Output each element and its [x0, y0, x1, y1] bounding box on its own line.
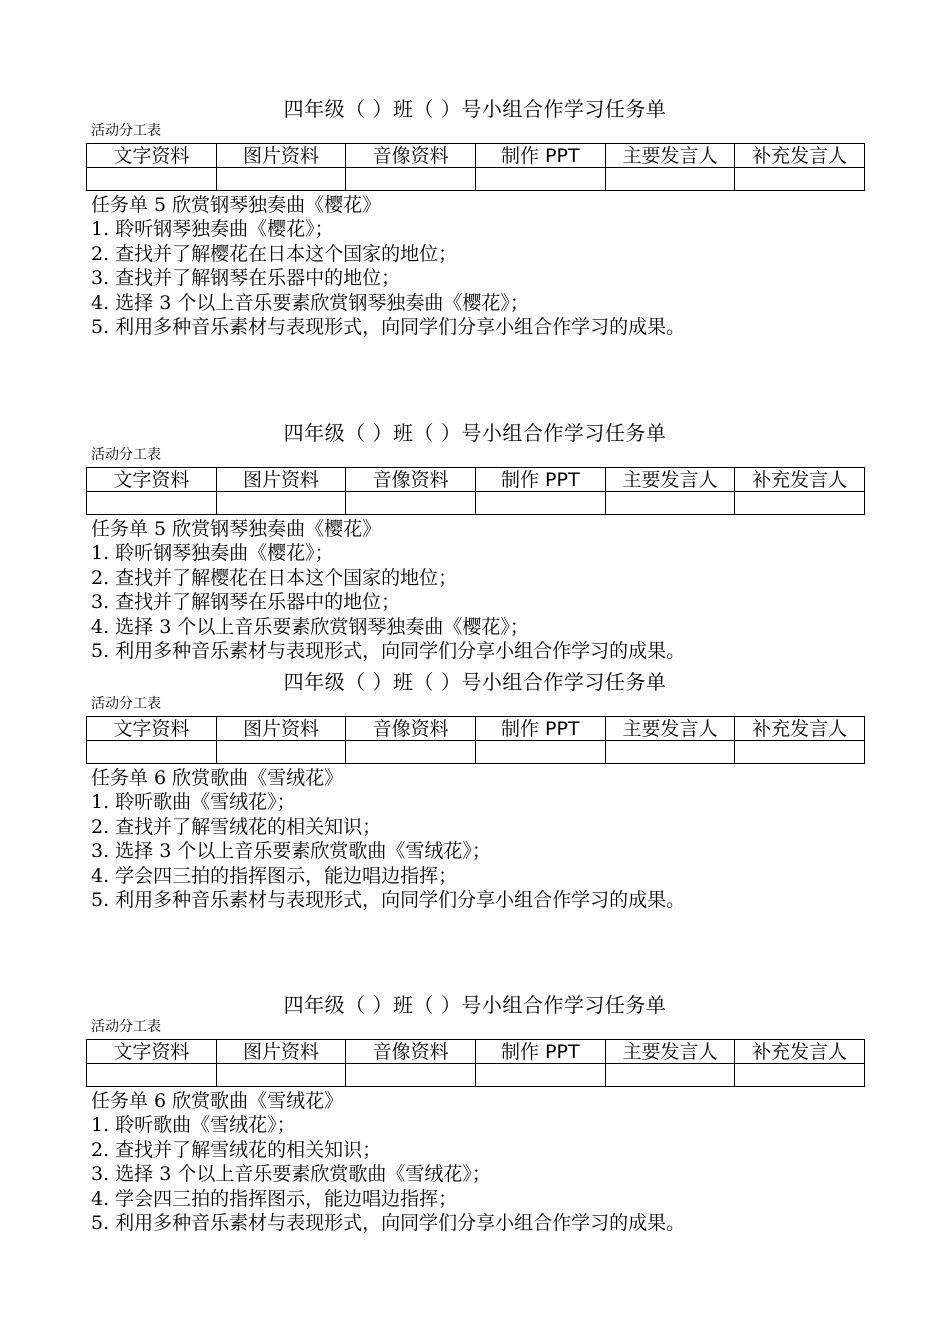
blank-cell: [346, 1064, 476, 1087]
column-header: 图片资料: [216, 468, 346, 492]
task-item: 2. 查找并了解雪绒花的相关知识；: [91, 815, 382, 838]
blank-cell: [216, 492, 346, 515]
sheet-title: 四年级（ ）班（ ）号小组合作学习任务单: [283, 97, 667, 121]
task-list: [91, 517, 931, 663]
column-header: 制作 PPT: [475, 468, 605, 492]
role-assignment-table: [86, 143, 865, 191]
column-header: 文字资料: [87, 468, 217, 492]
task-item: 2. 查找并了解樱花在日本这个国家的地位；: [91, 566, 458, 589]
blank-cell: [735, 1064, 865, 1087]
blank-cell: [87, 1064, 217, 1087]
column-header: 文字资料: [87, 1040, 217, 1064]
blank-cell: [735, 168, 865, 191]
table-caption: 活动分工表: [91, 447, 161, 463]
column-header: 补充发言人: [735, 717, 865, 741]
task-item: 5. 利用多种音乐素材与表现形式，向同学们分享小组合作学习的成果。: [91, 640, 686, 663]
task-title: 任务单 6 欣赏歌曲《雪绒花》: [91, 767, 344, 789]
blank-cell: [475, 741, 605, 764]
column-header: 图片资料: [216, 717, 346, 741]
blank-cell: [605, 1064, 735, 1087]
blank-cell: [87, 741, 217, 764]
task-item: 1. 聆听歌曲《雪绒花》；: [91, 1114, 296, 1137]
role-assignment-table: [86, 467, 865, 515]
task-item: 3. 选择 3 个以上音乐要素欣赏歌曲《雪绒花》；: [91, 840, 491, 863]
blank-cell: [605, 492, 735, 515]
blank-cell: [87, 492, 217, 515]
blank-cell: [475, 168, 605, 191]
column-header: 补充发言人: [735, 1040, 865, 1064]
task-item: 3. 选择 3 个以上音乐要素欣赏歌曲《雪绒花》；: [91, 1163, 491, 1186]
task-item: 1. 聆听钢琴独奏曲《樱花》；: [91, 542, 334, 565]
blank-cell: [735, 492, 865, 515]
task-item: 4. 学会四三拍的指挥图示，能边唱边指挥；: [91, 1187, 458, 1210]
blank-cell: [346, 492, 476, 515]
column-header: 主要发言人: [605, 1040, 735, 1064]
column-header: 文字资料: [87, 144, 217, 168]
task-list: [91, 1089, 931, 1235]
column-header: 主要发言人: [605, 144, 735, 168]
blank-cell: [605, 168, 735, 191]
sheet-title: 四年级（ ）班（ ）号小组合作学习任务单: [283, 421, 667, 445]
task-item: 3. 查找并了解钢琴在乐器中的地位；: [91, 591, 401, 614]
task-item: 4. 学会四三拍的指挥图示，能边唱边指挥；: [91, 864, 458, 887]
table-caption: 活动分工表: [91, 1019, 161, 1035]
column-header: 音像资料: [346, 144, 476, 168]
task-item: 4. 选择 3 个以上音乐要素欣赏钢琴独奏曲《樱花》；: [91, 615, 529, 638]
task-item: 2. 查找并了解雪绒花的相关知识；: [91, 1138, 382, 1161]
column-header: 制作 PPT: [475, 144, 605, 168]
column-header: 制作 PPT: [475, 1040, 605, 1064]
task-item: 1. 聆听歌曲《雪绒花》；: [91, 791, 296, 814]
blank-cell: [475, 492, 605, 515]
blank-cell: [346, 741, 476, 764]
sheet-title: 四年级（ ）班（ ）号小组合作学习任务单: [283, 670, 667, 694]
blank-cell: [216, 168, 346, 191]
blank-cell: [87, 168, 217, 191]
task-item: 5. 利用多种音乐素材与表现形式，向同学们分享小组合作学习的成果。: [91, 316, 686, 339]
sheet-title: 四年级（ ）班（ ）号小组合作学习任务单: [283, 993, 667, 1017]
blank-cell: [346, 168, 476, 191]
column-header: 制作 PPT: [475, 717, 605, 741]
column-header: 音像资料: [346, 717, 476, 741]
role-assignment-table: [86, 716, 865, 764]
task-item: 4. 选择 3 个以上音乐要素欣赏钢琴独奏曲《樱花》；: [91, 291, 529, 314]
table-caption: 活动分工表: [91, 123, 161, 139]
table-caption: 活动分工表: [91, 696, 161, 712]
task-list: [91, 193, 931, 339]
blank-cell: [605, 741, 735, 764]
blank-cell: [216, 1064, 346, 1087]
column-header: 主要发言人: [605, 468, 735, 492]
task-title: 任务单 5 欣赏钢琴独奏曲《樱花》: [91, 194, 382, 216]
task-item: 1. 聆听钢琴独奏曲《樱花》；: [91, 218, 334, 241]
column-header: 音像资料: [346, 468, 476, 492]
role-assignment-table: [86, 1039, 865, 1087]
column-header: 主要发言人: [605, 717, 735, 741]
task-item: 5. 利用多种音乐素材与表现形式，向同学们分享小组合作学习的成果。: [91, 1212, 686, 1235]
blank-cell: [735, 741, 865, 764]
column-header: 补充发言人: [735, 144, 865, 168]
column-header: 图片资料: [216, 1040, 346, 1064]
column-header: 补充发言人: [735, 468, 865, 492]
task-title: 任务单 5 欣赏钢琴独奏曲《樱花》: [91, 518, 382, 540]
task-item: 2. 查找并了解樱花在日本这个国家的地位；: [91, 242, 458, 265]
blank-cell: [216, 741, 346, 764]
task-title: 任务单 6 欣赏歌曲《雪绒花》: [91, 1090, 344, 1112]
column-header: 文字资料: [87, 717, 217, 741]
task-item: 5. 利用多种音乐素材与表现形式，向同学们分享小组合作学习的成果。: [91, 889, 686, 912]
task-list: [91, 766, 931, 912]
task-item: 3. 查找并了解钢琴在乐器中的地位；: [91, 267, 401, 290]
column-header: 图片资料: [216, 144, 346, 168]
blank-cell: [475, 1064, 605, 1087]
column-header: 音像资料: [346, 1040, 476, 1064]
